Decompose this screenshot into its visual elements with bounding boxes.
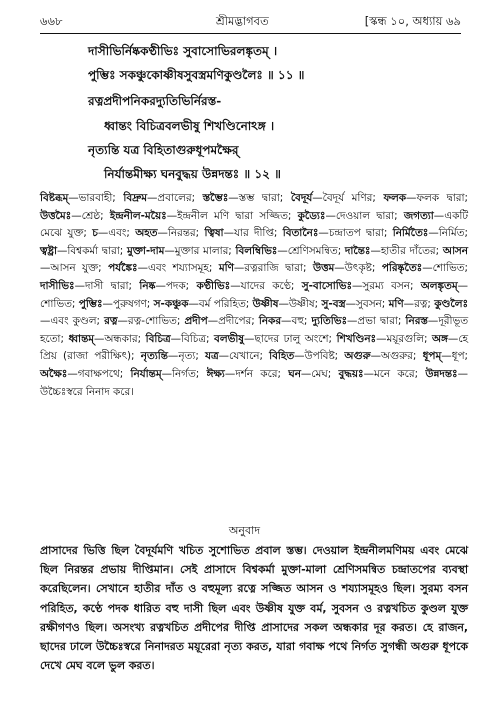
translation-text: প্রাসাদের ভিত্তি ছিল বৈদূর্যমণি খচিত সুশোভিত প্রবাল স্তম্ভ। দেওয়াল ইন্দ্রনীলমণিময় এবং মেঝে ছিল নিরন্তর প্রভায় দীপ্তিমান। সেই প্রাসাদে বিশ্বকর্মা মুক্তা-মালা শ্রেণিসমন্বিত চন্দ্রাতপের ব্যবস্থা করেছিলেন। সেখানে হাতীর দাঁত ও বহুমূল্য রত্নে সজ্জিত আসন ও শয্যাসমূহও ছিল। সুরম্য বসন পরিহিত, কণ্ঠে পদক ধারিত বহু দাসী ছিল এবং উষ্ণীষ যুক্ত বর্ম, সুবসন ও রত্নখচিত কুণ্ডল যুক্ত রক্ষীগণও ছিল। অসংখ্য রত্নখচিত প্রদীপের দীপ্তি প্রাসাদের সকল অন্ধকার দূর করত। হে রাজন, ছাদের ঢালে উচ্চৈঃস্বরে নিনাদরত ময়ূরেরা নৃত্য করত, যারা গবাক্ষ পথে নির্গত সুগন্ধী অগুরু ধূপকে দেখে মেঘ বলে ভুল করত। bbox=[40, 544, 468, 673]
verse-line-2: পুম্ভিঃ সকঞ্চুকোষ্ণীষসুবস্ত্রমণিকুণ্ডলৈঃ ॥ ১১ ॥ bbox=[88, 68, 305, 82]
verse-line-6: নির্যান্তমীক্ষ্য ঘনবুদ্ধয় উন্নদন্তঃ ॥ ১২ ॥ bbox=[104, 167, 281, 181]
gloss-meaning: বহু; bbox=[291, 315, 308, 328]
gloss-word: ফলক bbox=[383, 192, 407, 204]
gloss-word: পুম্ভিঃ bbox=[78, 297, 103, 310]
gloss-word: সু-বাসোভিঃ bbox=[301, 279, 353, 292]
gloss-word: অঙ্গ bbox=[432, 332, 448, 345]
verse-line-3: রত্নপ্রদীপনিকরদ্যুতিভির্নিরস্ত- bbox=[88, 94, 222, 108]
gloss-word: শিখণ্ডিনঃ bbox=[336, 332, 377, 345]
gloss-word: দ্যুতিভিঃ bbox=[311, 315, 347, 328]
gloss-word: ধ্বান্তম্ bbox=[68, 332, 94, 345]
gloss-meaning: স্তম্ভ দ্বারা; bbox=[238, 192, 284, 204]
gloss-word: বলভীষু bbox=[214, 332, 245, 345]
gloss-meaning: নির্গত; bbox=[172, 367, 200, 380]
gloss-meaning: রত্ন; bbox=[414, 297, 431, 310]
gloss-meaning: যার দীপ্তি; bbox=[233, 227, 278, 240]
header-rule bbox=[40, 33, 461, 34]
gloss-word: বিতানৈঃ bbox=[282, 227, 319, 240]
gloss-meaning: রত্ন-শোভিত; bbox=[127, 315, 181, 328]
chapter-reference: [স্কন্ধ ১০, অধ্যায় ৬৯ bbox=[364, 14, 461, 28]
gloss-word: উত্তম bbox=[312, 262, 335, 275]
gloss-word: যত্র bbox=[205, 350, 219, 363]
gloss-meaning: চন্দ্রাতপ দ্বারা; bbox=[328, 227, 388, 240]
gloss-meaning: এবং শয্যাসমূহ; bbox=[147, 262, 213, 275]
gloss-meaning: মনে করে; bbox=[373, 367, 419, 380]
gloss-meaning: বিচিত্র; bbox=[181, 332, 210, 345]
page-number: ৬৬৮ bbox=[40, 14, 63, 28]
gloss-word: বিদ্রুম bbox=[123, 192, 148, 204]
gloss-word: উষ্ণীষ bbox=[252, 297, 279, 310]
gloss-word: আসন bbox=[442, 244, 468, 257]
gloss-word: নিষ্ক bbox=[139, 279, 156, 292]
gloss-word: স-কঞ্চুক bbox=[153, 297, 189, 310]
gloss-meaning: শোভিত; bbox=[40, 297, 76, 310]
gloss-word: ঘন bbox=[288, 367, 301, 380]
gloss-word: উত্তমৈঃ bbox=[40, 209, 72, 222]
gloss-meaning: শ্রেণিসমন্বিত; bbox=[287, 244, 342, 257]
gloss-word: নির্যান্তম্ bbox=[130, 367, 162, 380]
gloss-meaning: নিরন্তর; bbox=[167, 227, 200, 240]
gloss-word: বিচিত্র bbox=[145, 332, 171, 345]
gloss-word: ত্বষ্ট্রা bbox=[40, 244, 58, 257]
gloss-meaning: ফলক দ্বারা; bbox=[416, 192, 468, 204]
gloss-meaning: নৃত্য; bbox=[178, 350, 199, 363]
gloss-meaning: যাদের কণ্ঠে; bbox=[240, 279, 295, 292]
gloss-word: বুদ্ধয়ঃ bbox=[338, 367, 364, 380]
gloss-word: সু-বস্ত্র bbox=[321, 297, 346, 310]
gloss-word: ধূপম্ bbox=[422, 350, 442, 363]
gloss-word: বিষ্টব্ধম্ bbox=[40, 192, 69, 204]
gloss-word: কণ্ঠীভিঃ bbox=[196, 279, 231, 292]
gloss-meaning: ধূপ; bbox=[451, 350, 469, 363]
gloss-meaning: শোভিত; bbox=[432, 262, 468, 275]
gloss-word: ইন্দ্রনীল-ময়ৈঃ bbox=[109, 209, 167, 222]
gloss-meaning: হে প্রিয় (রাজা পরীক্ষিৎ); bbox=[40, 332, 468, 363]
gloss-meaning: এবং; bbox=[108, 227, 130, 240]
gloss-word: কুণ্ডলৈঃ bbox=[434, 297, 469, 310]
gloss-word: উন্নদন্তঃ bbox=[425, 367, 458, 380]
gloss-meaning: রত্নরাজি দ্বারা; bbox=[244, 262, 307, 275]
gloss-word: বৈদূর্য bbox=[290, 192, 313, 204]
gloss-meaning: মুক্তার মালার; bbox=[174, 244, 232, 257]
gloss-meaning: প্রদীপের; bbox=[218, 315, 255, 328]
gloss-meaning: দর্শন করে; bbox=[235, 367, 281, 380]
gloss-meaning: দেওয়াল দ্বারা; bbox=[335, 209, 398, 222]
page-header bbox=[40, 10, 461, 32]
gloss-meaning: বিশ্বকর্মা দ্বারা; bbox=[67, 244, 124, 257]
gloss-word: স্তম্ভৈঃ bbox=[202, 192, 229, 204]
gloss-meaning: এবং কুণ্ডল; bbox=[50, 315, 100, 328]
gloss-meaning: দাসী দ্বারা; bbox=[84, 279, 133, 292]
gloss-word: দাসীভিঃ bbox=[40, 279, 75, 292]
verse-line-5: নৃত্যন্তি যত্র বিহিতাগুরুধূপমক্ষৈর্ bbox=[88, 143, 239, 157]
gloss-meaning: ভারবাহী; bbox=[78, 192, 116, 204]
gloss-word: দান্তৈঃ bbox=[344, 244, 371, 257]
gloss-word: পরিষ্কৃতৈঃ bbox=[381, 262, 423, 275]
gloss-word: রত্ন bbox=[104, 315, 118, 328]
gloss-meaning: সুবসন; bbox=[356, 297, 386, 310]
gloss-word: অগুরু bbox=[344, 350, 371, 363]
gloss-meaning: শ্রেষ্ঠ; bbox=[81, 209, 104, 222]
gloss-word: মণি bbox=[218, 262, 234, 275]
gloss-word: নিকর bbox=[258, 315, 282, 328]
gloss-meaning: উচ্চৈঃস্বরে নিনাদ করে। bbox=[40, 385, 134, 398]
gloss-word: মণি bbox=[388, 297, 404, 310]
gloss-meaning: বৈদূর্য মণির; bbox=[322, 192, 376, 204]
gloss-word: অক্ষৈঃ bbox=[40, 367, 68, 380]
gloss-meaning: ময়ূরগুলি; bbox=[386, 332, 428, 345]
gloss-word: পর্যঙ্কৈঃ bbox=[108, 262, 138, 275]
gloss-word: অহত bbox=[135, 227, 158, 240]
gloss-word: নৃত্যন্তি bbox=[140, 350, 168, 363]
gloss-word: বিলম্বিভিঃ bbox=[235, 244, 278, 257]
verse-line-4: ধ্বান্তং বিচিত্রবলভীষু শিখণ্ডিনোঽঙ্গ । bbox=[104, 119, 275, 133]
gloss-word: কুড্যৈঃ bbox=[297, 209, 326, 222]
gloss-meaning: একটি মেঝে যুক্ত; bbox=[40, 209, 468, 240]
gloss-word: ঈক্ষ্য bbox=[206, 367, 225, 380]
gloss-meaning: গবাক্ষপথে; bbox=[77, 367, 124, 380]
gloss-word: অলঙ্কৃতম্ bbox=[420, 279, 458, 292]
gloss-meaning: দূরীভূত হতো; bbox=[40, 315, 468, 345]
gloss-word: নির্মিতৈঃ bbox=[392, 227, 429, 240]
gloss-word: মুক্তা-দাম bbox=[126, 244, 165, 257]
gloss-meaning: বর্ম পরিহিত; bbox=[198, 297, 250, 310]
gloss-word: জগত্যা bbox=[403, 209, 434, 222]
gloss-meaning: যেখানে; bbox=[229, 350, 263, 363]
gloss-meaning: নির্মিত; bbox=[438, 227, 468, 240]
gloss-meaning: ইন্দ্রনীল মণি দ্বারা সজ্জিত; bbox=[177, 209, 292, 222]
gloss-meaning: অন্ধকার; bbox=[104, 332, 142, 345]
verse-line-1: দাসীভির্নিষ্ককণ্ঠীভিঃ সুবাসোভিরলঙ্কৃতম্ । bbox=[88, 44, 278, 58]
gloss-meaning: অগুরুর; bbox=[380, 350, 417, 363]
gloss-meaning: উপবিষ্ট; bbox=[304, 350, 339, 363]
gloss-meaning: পুরুষগণ; bbox=[112, 297, 151, 310]
gloss-meaning: মেঘ; bbox=[311, 367, 332, 380]
word-for-word-gloss: বিষ্টব্ধম্—ভারবাহী; বিদ্রুম—প্রবালের; স্তম্ভৈঃ—স্তম্ভ দ্বারা; বৈদূর্য—বৈদূর্য মণির; ফলক—ফলক দ্বারা; উত্তমৈঃ—শ্রেষ্ঠ; ইন্দ্রনীল-ময়ৈঃ—ইন্দ্রনীল মণি দ্বারা সজ্জিত; কুড্যৈঃ—দেওয়াল দ্বারা; জগত্যা—একটি মেঝে যুক্ত; চ—এবং; অহত—নিরন্তর; ত্বিষা—যার দীপ্তি; বিতানৈঃ—চন্দ্রাতপ দ্বারা; নির্মিতৈঃ—নির্মিত; ত্বষ্ট্রা—বিশ্বকর্মা দ্বারা; মুক্তা-দাম—মুক্তার মালার; বিলম্বিভিঃ—শ্রেণিসমন্বিত; দান্তৈঃ—হাতীর দাঁতের; আসন—আসন যুক্ত; পর্যঙ্কৈঃ—এবং শয্যাসমূহ; মণি—রত্নরাজি দ্বারা; উত্তম—উৎকৃষ্ট; পরিষ্কৃতৈঃ—শোভিত; দাসীভিঃ—দাসী দ্বারা; নিষ্ক—পদক; কণ্ঠীভিঃ—যাদের কণ্ঠে; সু-বাসোভিঃ—সুরম্য বসন; অলঙ্কৃতম্—শোভিত; পুম্ভিঃ—পুরুষগণ; স-কঞ্চুক—বর্ম পরিহিত; উষ্ণীষ—উষ্ণীষ; সু-বস্ত্র—সুবসন; মণি—রত্ন; কুণ্ডলৈঃ—এবং কুণ্ডল; রত্ন—রত্ন-শোভিত; প্রদীপ—প্রদীপের; নিকর—বহু; দ্যুতিভিঃ—প্রভা দ্বারা; নিরস্ত—দূরীভূত হতো; ধ্বান্তম্—অন্ধকার; বিচিত্র—বিচিত্র; বলভীষু—ছাদের ঢালু অংশে; শিখণ্ডিনঃ—ময়ূরগুলি; অঙ্গ—হে প্রিয় (রাজা পরীক্ষিৎ); নৃত্যন্তি—নৃত্য; যত্র—যেখানে; বিহিত—উপবিষ্ট; অগুরু—অগুরুর; ধূপম্—ধূপ; অক্ষৈঃ—গবাক্ষপথে; নির্যান্তম্—নির্গত; ঈক্ষ্য—দর্শন করে; ঘন—মেঘ; বুদ্ধয়ঃ—মনে করে; উন্নদন্তঃ—উচ্চৈঃস্বরে নিনাদ করে। bbox=[40, 192, 469, 398]
gloss-meaning: উৎকৃষ্ট; bbox=[344, 262, 376, 275]
gloss-meaning: পদক; bbox=[165, 279, 190, 292]
gloss-word: নিরস্ত bbox=[405, 315, 428, 328]
gloss-meaning: আসন যুক্ত; bbox=[50, 262, 102, 275]
gloss-meaning: সুরম্য বসন; bbox=[362, 279, 414, 292]
gloss-meaning: হাতীর দাঁতের; bbox=[380, 244, 440, 257]
gloss-meaning: উষ্ণীষ; bbox=[288, 297, 319, 310]
gloss-word: প্রদীপ bbox=[184, 315, 208, 328]
gloss-meaning: প্রবালের; bbox=[157, 192, 196, 204]
gloss-meaning: ছাদের ঢালু অংশে; bbox=[254, 332, 333, 345]
gloss-word: ত্বিষা bbox=[204, 227, 224, 240]
gloss-word: বিহিত bbox=[269, 350, 295, 363]
gloss-meaning: প্রভা দ্বারা; bbox=[357, 315, 402, 328]
book-title: শ্রীমদ্ভাগবত bbox=[216, 14, 269, 28]
translation-heading: অনুবাদ bbox=[228, 524, 261, 537]
gloss-word: চ bbox=[92, 227, 98, 240]
